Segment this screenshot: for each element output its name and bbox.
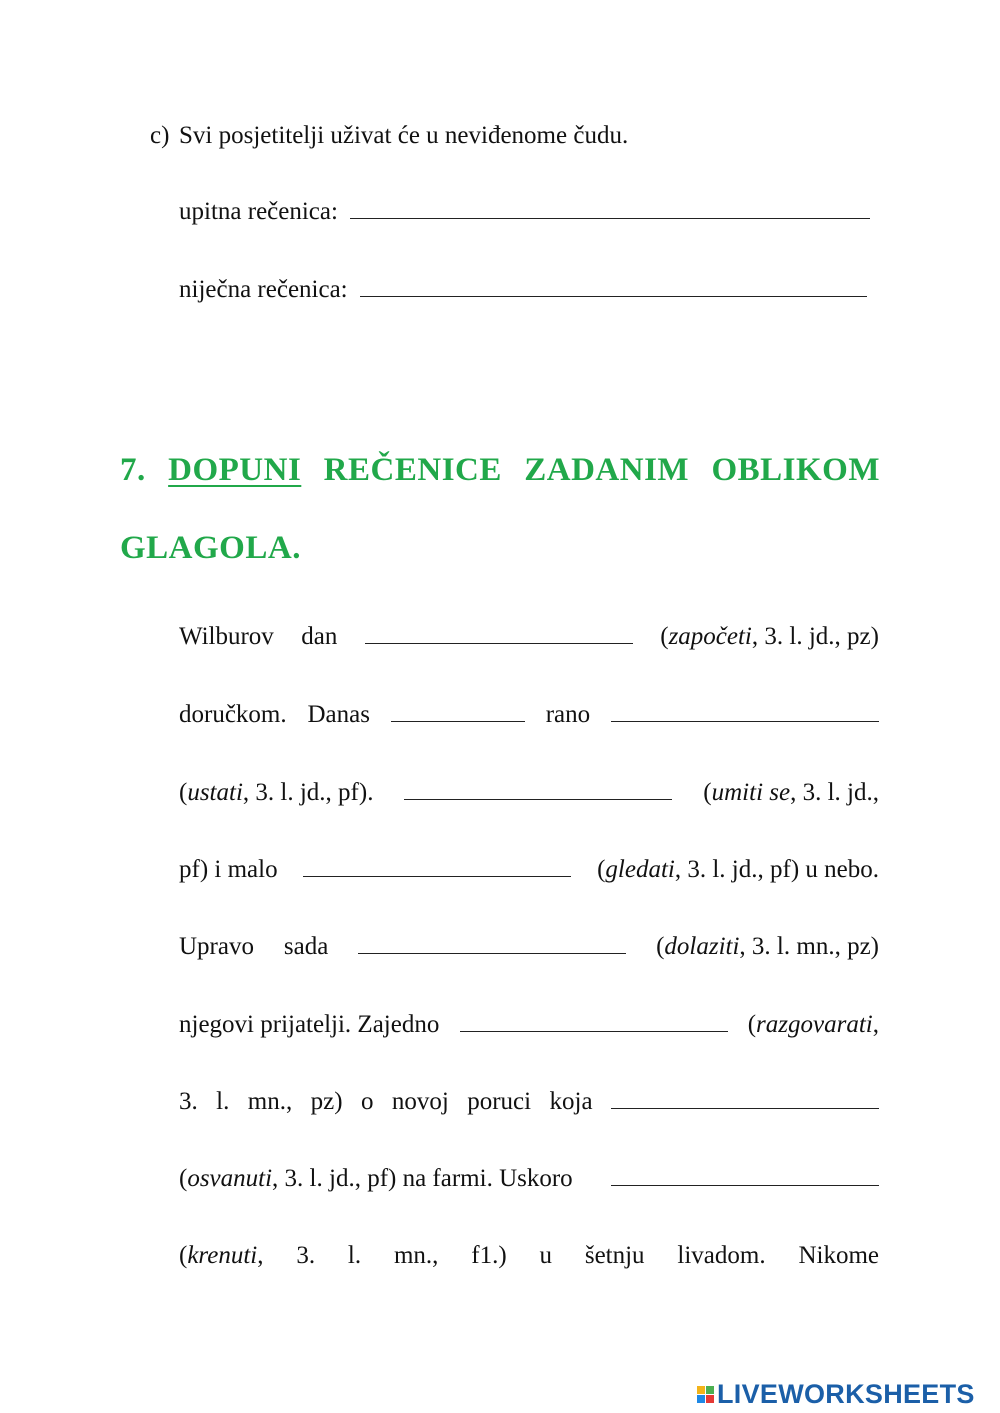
- text-line-9: [179, 1242, 879, 1270]
- word: u: [539, 1242, 552, 1269]
- logo-square: [706, 1395, 714, 1403]
- hint-5: (dolaziti, 3. l. mn., pz): [656, 933, 879, 960]
- word: njegovi prijatelji. Zajedno: [179, 1011, 440, 1038]
- word: pf) i malo: [179, 856, 278, 883]
- hint-grammar: ,: [872, 1011, 879, 1038]
- answer-blank-8[interactable]: [611, 1104, 879, 1109]
- logo-square: [697, 1386, 705, 1394]
- word: Nikome: [798, 1242, 879, 1269]
- hint-verb: krenuti: [187, 1242, 258, 1269]
- task7-number: 7.: [120, 452, 146, 488]
- negative-sentence-label: niječna rečenica:: [179, 276, 348, 303]
- hint-grammar: , 3. l. mn., pz): [739, 933, 879, 960]
- hint-verb: ustati: [187, 779, 243, 806]
- negative-sentence-row: [179, 276, 867, 304]
- text-line-2: [179, 701, 879, 729]
- text-line-4: [179, 856, 879, 884]
- exercise-c-sentence: Svi posjetitelji uživat će u neviđenome čudu.: [179, 122, 629, 149]
- hint-grammar: , 3. l. jd., pz): [751, 623, 879, 650]
- logo-text: LIVEWORKSHEETS: [717, 1379, 975, 1409]
- hint-1: (započeti, 3. l. jd., pz): [660, 623, 879, 650]
- text-line-3: [179, 779, 879, 807]
- negative-sentence-blank[interactable]: [360, 292, 867, 297]
- answer-blank-1[interactable]: [365, 639, 633, 644]
- hint-6: (razgovarati,: [747, 1011, 879, 1038]
- hint-verb: započeti: [668, 623, 752, 650]
- hint-verb: umiti se: [711, 779, 791, 806]
- hint-grammar: , 3. l. jd., pf).: [242, 779, 374, 806]
- task7-word-1: DOPUNI: [168, 452, 302, 488]
- answer-blank-7[interactable]: [460, 1027, 728, 1032]
- logo-grid-icon: [697, 1386, 714, 1403]
- answer-blank-4[interactable]: [404, 795, 672, 800]
- task7-word-3: ZADANIM: [524, 452, 690, 488]
- answer-blank-3[interactable]: [611, 717, 879, 722]
- answer-blank-2[interactable]: [391, 717, 525, 722]
- task7-heading-line2: GLAGOLA.: [120, 530, 301, 566]
- hint-grammar: , 3. l. jd., pf) u nebo.: [674, 856, 879, 883]
- hint-2: (ustati, 3. l. jd., pf).: [179, 779, 374, 806]
- hint-verb: dolaziti: [664, 933, 740, 960]
- text-line-5: [179, 933, 879, 961]
- word: koja: [549, 1088, 593, 1115]
- word: poruci: [467, 1088, 532, 1115]
- answer-blank-9[interactable]: [611, 1181, 879, 1186]
- hint-verb: razgovarati: [756, 1011, 873, 1038]
- exercise-c-label: c): [150, 122, 170, 149]
- word: f1.): [471, 1242, 507, 1269]
- question-sentence-label: upitna rečenica:: [179, 198, 338, 225]
- word: Danas: [307, 701, 370, 728]
- word: l.: [347, 1242, 362, 1269]
- word: sada: [283, 933, 329, 960]
- word: novoj: [391, 1088, 449, 1115]
- hint-3: (umiti se, 3. l. jd.,: [703, 779, 879, 806]
- task7-heading: [120, 452, 880, 489]
- word: Upravo: [179, 933, 254, 960]
- word: livadom.: [677, 1242, 766, 1269]
- task7-word-2: REČENICE: [323, 452, 502, 488]
- task7-word-4: OBLIKOM: [711, 452, 880, 488]
- word: Wilburov: [179, 623, 274, 650]
- text-line-6: [179, 1011, 879, 1039]
- word: 3.: [296, 1242, 316, 1269]
- word: mn.,: [247, 1088, 293, 1115]
- word: mn.,: [393, 1242, 439, 1269]
- text-line-7: [179, 1088, 879, 1116]
- word: dan: [301, 623, 338, 650]
- hint-verb: osvanuti: [187, 1165, 273, 1192]
- answer-blank-6[interactable]: [358, 949, 626, 954]
- word: rano: [545, 701, 591, 728]
- word: 3.: [179, 1088, 198, 1115]
- word: l.: [216, 1088, 230, 1115]
- logo-square: [697, 1395, 705, 1403]
- text-line-8: [179, 1165, 879, 1193]
- text-line-1: [179, 623, 879, 651]
- logo-square: [706, 1386, 714, 1394]
- hint-verb: gledati: [605, 856, 675, 883]
- hint-4: (gledati, 3. l. jd., pf) u nebo.: [597, 856, 879, 883]
- answer-blank-5[interactable]: [303, 872, 571, 877]
- word: o: [360, 1088, 374, 1115]
- hint-grammar: , 3. l. jd., pf) na farmi. Uskoro: [272, 1165, 573, 1192]
- liveworksheets-logo[interactable]: [697, 1379, 975, 1410]
- question-sentence-row: [179, 198, 870, 226]
- word: doručkom.: [179, 701, 287, 728]
- hint-grammar: , 3. l. jd.,: [790, 779, 879, 806]
- word: pz): [310, 1088, 343, 1115]
- question-sentence-blank[interactable]: [350, 214, 870, 219]
- hint-grammar: ,: [257, 1242, 264, 1269]
- word: šetnju: [584, 1242, 645, 1269]
- hint-7: (osvanuti, 3. l. jd., pf) na farmi. Uskoro: [179, 1165, 573, 1192]
- hint-8: (krenuti,: [179, 1242, 264, 1269]
